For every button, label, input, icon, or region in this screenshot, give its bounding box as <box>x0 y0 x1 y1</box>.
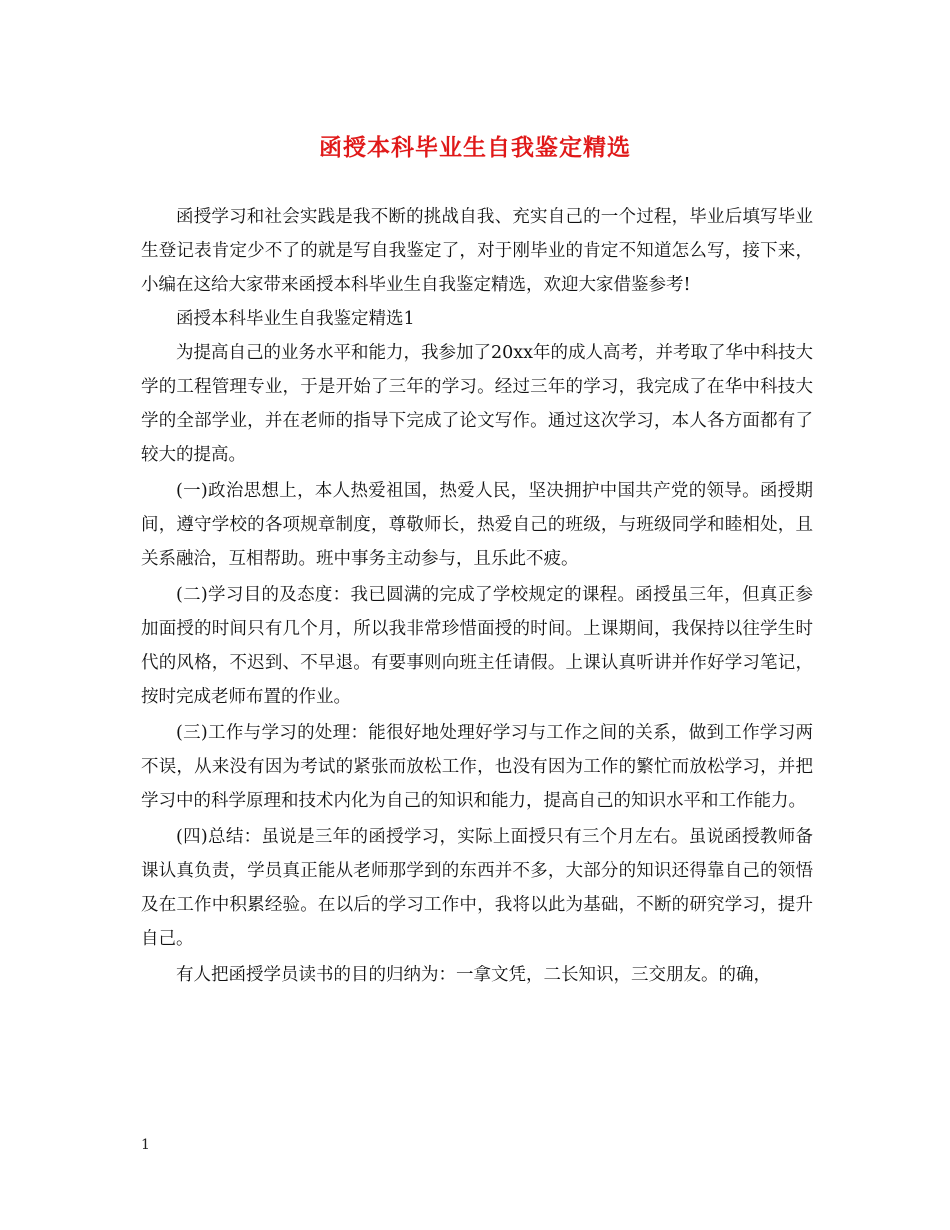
document-body <box>141 200 813 992</box>
body-paragraph: (一)政治思想上，本人热爱祖国，热爱人民，坚决拥护中国共产党的领导。函授期间，遵守学校的各项规章制度，尊敬师长，热爱自己的班级，与班级同学和睦相处，且关系融洽，互相帮助。班中事务主动参与，且乐此不疲。 <box>141 481 813 569</box>
body-paragraph: (二)学习目的及态度：我已圆满的完成了学校规定的课程。函授虽三年，但真正参加面授的时间只有几个月，所以我非常珍惜面授的时间。上课期间，我保持以往学生时代的风格，不迟到、不早退。有要事则向班主任请假。上课认真听讲并作好学习笔记，按时完成老师布置的作业。 <box>141 585 813 707</box>
intro-paragraph: 函授学习和社会实践是我不断的挑战自我、充实自己的一个过程，毕业后填写毕业生登记表肯定少不了的就是写自我鉴定了，对于刚毕业的肯定不知道怎么写，接下来，小编在这给大家带来函授本科毕业生自我鉴定精选，欢迎大家借鉴参考! <box>141 207 813 295</box>
body-paragraph: (四)总结：虽说是三年的函授学习，实际上面授只有三个月左右。虽说函授教师备课认真负责，学员真正能从老师那学到的东西并不多，大部分的知识还得靠自己的领悟及在工作中积累经验。在以后的学习工作中，我将以此为基础，不断的研究学习，提升自己。 <box>141 827 813 949</box>
section-heading: 函授本科毕业生自我鉴定精选1 <box>176 309 415 329</box>
body-paragraph: 有人把函授学员读书的目的归纳为：一拿文凭，二长知识，三交朋友。的确， <box>176 965 771 985</box>
page-number: 1 <box>141 1137 150 1153</box>
document-title: 函授本科毕业生自我鉴定精选 <box>319 135 631 161</box>
body-paragraph: 为提高自己的业务水平和能力，我参加了20xx年的成人高考，并考取了华中科技大学的工程管理专业，于是开始了三年的学习。经过三年的学习，我完成了在华中科技大学的全部学业，并在老师的指导下完成了论文写作。通过这次学习，本人各方面都有了较大的提高。 <box>141 343 814 465</box>
body-paragraph: (三)工作与学习的处理：能很好地处理好学习与工作之间的关系，做到工作学习两不误，从来没有因为考试的紧张而放松工作，也没有因为工作的繁忙而放松学习，并把学习中的科学原理和技术内化为自己的知识和能力，提高自己的知识水平和工作能力。 <box>141 723 813 811</box>
